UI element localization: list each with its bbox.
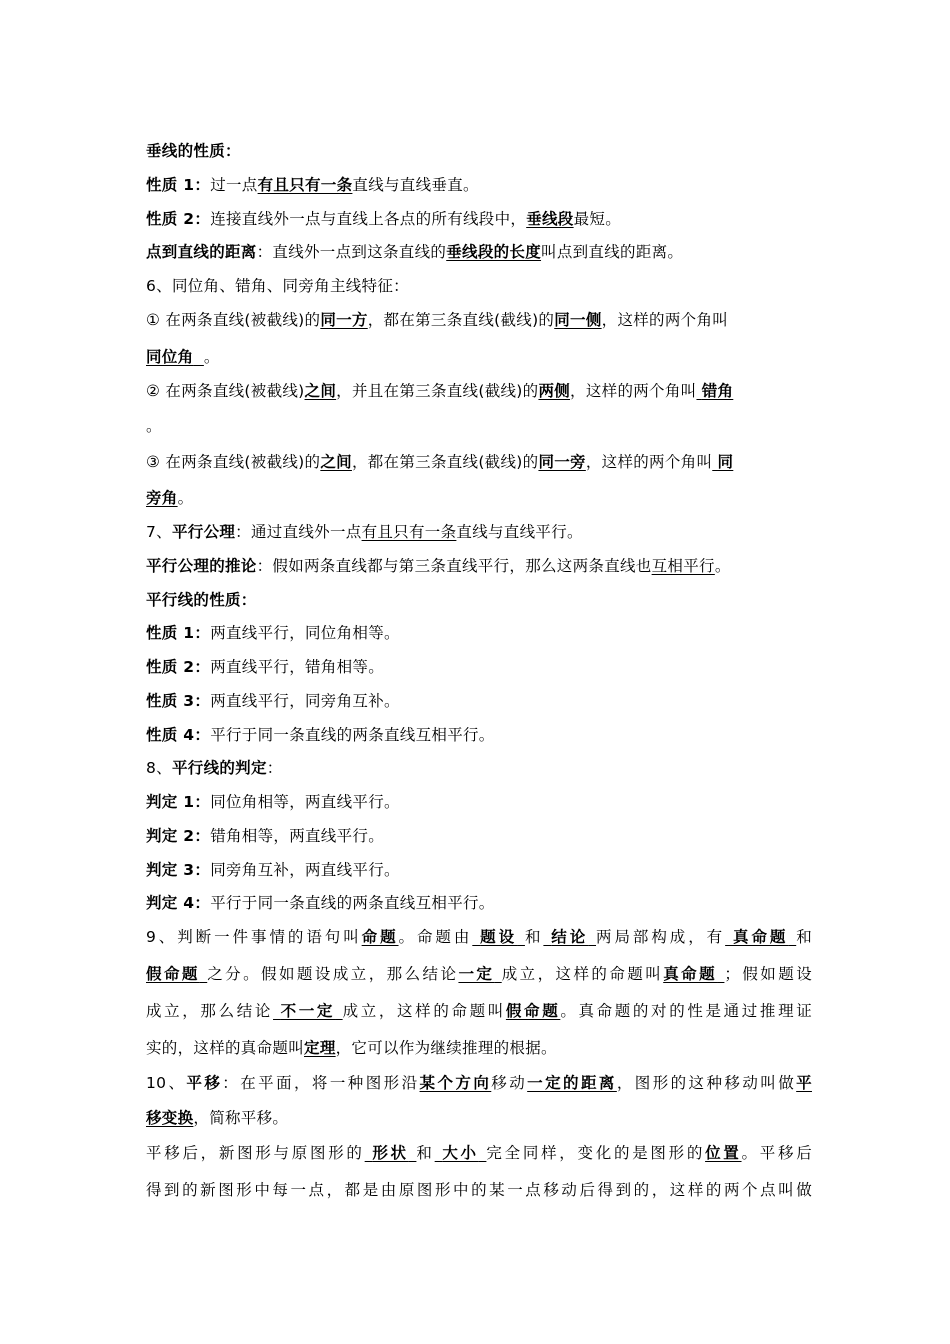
keyword: 垂线段的长度 [446,243,542,261]
keyword: 错角 [701,382,734,400]
keyword: 互相平行 [651,557,715,575]
label: 性质 4： [146,726,211,744]
text: 之分。假如题设成立，那么结论 [207,965,459,983]
label: 判定 2： [146,827,211,845]
section-6-item-2-cont [146,416,812,436]
section-6-item-1 [146,310,812,330]
label: 性质 1： [146,176,211,194]
text: ① 在两条直线(被截线)的 [146,311,321,329]
text: 成立，那么结论 [146,1002,274,1020]
label: 平行线的判定 [171,759,267,777]
keyword: 垂线段 [526,210,574,228]
section-10-line-4 [146,1180,812,1200]
keyword: 有且只有一条 [257,176,353,194]
text: 9、判断一件事情的语句叫 [146,928,362,946]
label: 性质 3： [146,692,211,710]
heading-text: 平行线的性质： [146,591,257,609]
text: ，这样的两个角叫 [601,311,729,329]
label: 平移 [186,1074,223,1092]
text: 。平移后 [741,1144,812,1162]
label: 平行公理 [171,523,236,541]
text: ，图形的这种移动叫做 [616,1074,797,1092]
text: 两直线平行，同位角相等。 [210,624,400,642]
section-6-item-3 [146,452,812,472]
label: 性质 2： [146,210,211,228]
label: 性质 1： [146,624,211,642]
parallel-property-1 [146,623,812,643]
text: ，这样的两个角叫 [585,453,713,471]
label: 判定 1： [146,793,211,811]
text: 。 [203,348,220,366]
keyword: 真命题 [663,965,718,983]
section-6-heading [146,276,812,296]
text: 错角相等，两直线平行。 [210,827,384,845]
text: ；假如题设 [724,965,812,983]
keyword: 同一侧 [554,311,602,329]
criterion-4 [146,893,812,913]
section-10-line-1 [146,1073,812,1093]
point-line-distance [146,242,812,262]
parallel-property-4 [146,725,812,745]
number: 7、 [146,523,172,541]
text: 和 [524,928,544,946]
text: 过一点 [210,176,258,194]
keyword: 同位角 [146,348,194,366]
text: 。真命题的对的性是通过推理证 [560,1002,813,1020]
text: ，这样的两个角叫 [570,382,697,400]
text: 。 [714,557,731,575]
text: ，它可以作为继续推理的根据。 [335,1039,557,1057]
keyword: 题设 [480,928,518,946]
vertical-property-1 [146,175,812,195]
text: 移动 [491,1074,528,1092]
text: ，并且在第三条直线(截线)的 [336,382,539,400]
number: 8、 [146,759,172,777]
keyword: 形状 [372,1144,409,1162]
keyword: 一定的距离 [527,1074,617,1092]
text: ：直线外一点到这条直线的 [256,243,447,261]
criterion-3 [146,860,812,880]
text: 直线与直线垂直。 [352,176,479,194]
keyword: 之间 [304,382,337,400]
section-6-item-3-cont [146,488,812,508]
keyword: 同 [717,453,734,471]
section-6-item-2 [146,381,812,401]
label: 平行公理的推论 [146,557,257,575]
keyword: 之间 [320,453,352,471]
vertical-property-2 [146,209,812,229]
text: ，都在第三条直线(截线)的 [367,311,555,329]
keyword: 真命题 [733,928,789,946]
text: ③ 在两条直线(被截线)的 [146,453,321,471]
parallel-property-3 [146,691,812,711]
text: 成立，这样的命题叫 [501,965,664,983]
text: 直线与直线平行。 [456,523,583,541]
label: 点到直线的距离 [146,243,257,261]
label: 判定 4： [146,894,211,912]
section-8-heading [146,758,812,778]
keyword: 不一定 [280,1002,336,1020]
text: 和 [416,1144,435,1162]
section-10-line-2 [146,1108,812,1128]
text: 同旁角互补，两直线平行。 [210,861,400,879]
keyword: 假命题 [505,1002,561,1020]
text: ：通过直线外一点 [235,523,362,541]
text: 平移后，新图形与原图形的 [146,1144,365,1162]
keyword: 同一方 [320,311,368,329]
section-9-line-1 [146,927,812,947]
keyword: 结论 [551,928,589,946]
text: 得到的新图形中每一点，都是由原图形中的某一点移动后得到的，这样的两个点叫做 [146,1181,812,1199]
text: ： [266,759,283,777]
text: 和 [796,928,813,946]
keyword: 有且只有一条 [361,523,457,541]
text: 连接直线外一点与直线上各点的所有线段中， [210,210,527,228]
text: 两直线平行，同旁角互补。 [210,692,400,710]
section-6-item-1-cont [146,347,812,367]
text: 平行于同一条直线的两条直线互相平行。 [210,894,495,912]
keyword: 定理 [304,1039,336,1057]
label: 性质 2： [146,658,211,676]
section-9-line-2 [146,964,812,984]
text: ：在平面，将一种图形沿 [222,1074,420,1092]
keyword: 大小 [442,1144,479,1162]
section-10-line-3 [146,1143,812,1163]
text: ，简称平移。 [193,1109,289,1127]
text: 两直线平行，错角相等。 [210,658,384,676]
number: 10、 [146,1074,187,1092]
text: 。命题由 [398,928,473,946]
criterion-2 [146,826,812,846]
text: 最短。 [573,210,622,228]
vertical-properties-heading [146,141,812,161]
text: 完全同样，变化的是图形的 [486,1144,706,1162]
keyword: 一定 [458,965,495,983]
text: 两局部构成，有 [596,928,726,946]
label: 判定 3： [146,861,211,879]
keyword: 假命题 [146,965,200,983]
keyword: 两侧 [538,382,571,400]
text: 叫点到直线的距离。 [541,243,684,261]
text: 实的，这样的真命题叫 [146,1039,305,1057]
keyword: 旁角 [146,489,178,507]
text: ② 在两条直线(被截线) [146,382,305,400]
parallel-properties-heading [146,590,812,610]
section-9-line-4 [146,1038,812,1058]
keyword: 命题 [361,928,399,946]
text: ，都在第三条直线(截线)的 [351,453,539,471]
section-7-parallel-axiom [146,522,812,542]
keyword: 某个方向 [419,1074,492,1092]
keyword: 同一旁 [538,453,586,471]
text: ：假如两条直线都与第三条直线平行，那么这两条直线也 [256,557,652,575]
heading-text: 6、同位角、错角、同旁角主线特征： [146,277,409,295]
text: 。 [146,417,162,435]
text: 平行于同一条直线的两条直线互相平行。 [210,726,495,744]
text: 。 [177,489,194,507]
section-9-line-3 [146,1001,812,1021]
text: 成立，这样的命题叫 [342,1002,506,1020]
parallel-axiom-corollary [146,556,812,576]
text: 同位角相等，两直线平行。 [210,793,400,811]
keyword: 位置 [705,1144,742,1162]
criterion-1 [146,792,812,812]
keyword: 平 [796,1074,812,1092]
keyword: 移变换 [146,1109,194,1127]
heading-text: 垂线的性质： [146,142,241,160]
parallel-property-2 [146,657,812,677]
